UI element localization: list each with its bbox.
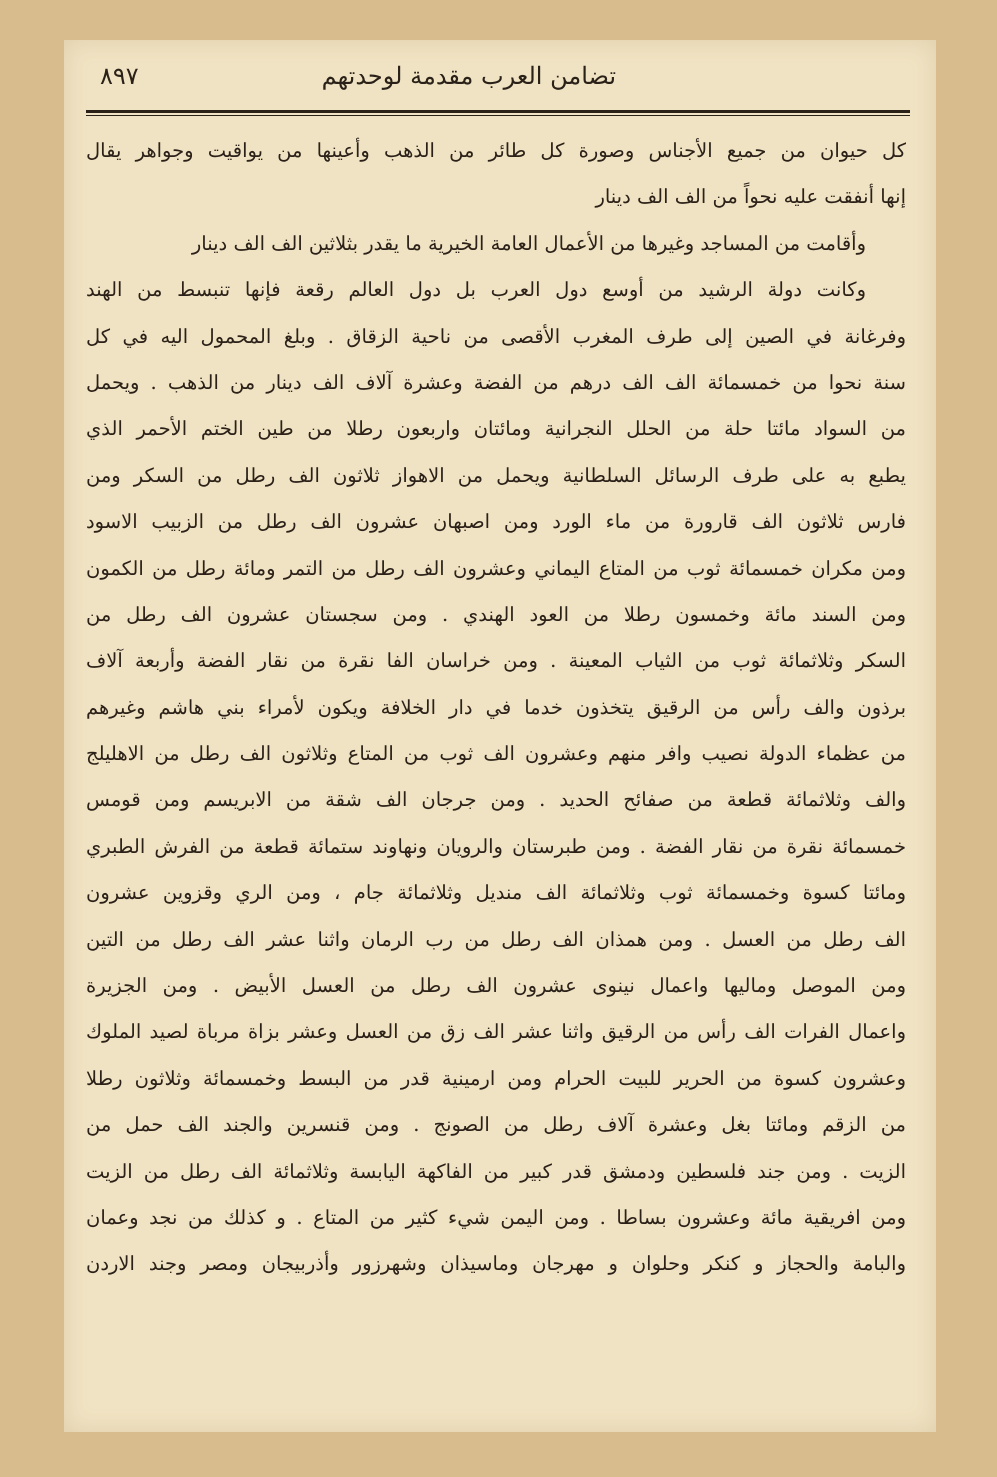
text-line: يطبع به على طرف الرسائل السلطانية ويحمل من الاهواز ثلاثون الف رطل من السكر ومن bbox=[86, 463, 906, 487]
text-line: من السواد مائتا حلة من الحلل النجرانية ومائتان واربعون رطلا من طين الختم الأحمر الذي bbox=[86, 417, 906, 441]
text-line: ومن السند مائة وخمسون رطلا من العود الهندي . ومن سجستان عشرون الف رطل من bbox=[86, 602, 906, 626]
text-line: ومن مكران خمسمائة ثوب من المتاع اليماني وعشرون الف رطل من التمر ومائة رطل من الكمون bbox=[86, 556, 906, 580]
text-line: خمسمائة نقرة من نقار الفضة . ومن طبرستان والرويان ونهاوند ستمائة قطعة من الفرش الطبري bbox=[86, 834, 906, 858]
page-header bbox=[92, 58, 906, 106]
text-line: وأقامت من المساجد وغيرها من الأعمال العامة الخيرية ما يقدر بثلاثين الف الف دينار bbox=[191, 231, 866, 255]
text-line: ومائتا كسوة وخمسمائة ثوب وثلاثمائة الف منديل وثلاثمائة جام ، ومن الري وقزوين عشرون bbox=[86, 881, 906, 905]
text-line: وكانت دولة الرشيد من أوسع دول العرب بل دول العالم رقعة فإنها تنبسط من الهند bbox=[86, 278, 866, 302]
text-line: وفرغانة في الصين إلى طرف المغرب الأقصى من ناحية الزقاق . وبلغ المحمول اليه في كل bbox=[86, 324, 906, 348]
text-line: واعمال الفرات الف رأس من الرقيق واثنا عشر الف زق من العسل وعشر بزاة مرباة لصيد الملوك bbox=[86, 1020, 906, 1044]
text-line: من الزقم ومائتا بغل وعشرة آلاف رطل من الصونج . ومن قنسرين والجند الف حمل من bbox=[86, 1113, 906, 1137]
text-line: كل حيوان من جميع الأجناس وصورة كل طائر من الذهب وأعينها من يواقيت وجواهر يقال bbox=[86, 139, 906, 162]
running-title: تضامن العرب مقدمة لوحدتهم bbox=[321, 62, 616, 90]
text-line: إنها أنفقت عليه نحواً من الف الف دينار bbox=[595, 185, 906, 209]
text-line: ومن افريقية مائة وعشرون بساطا . ومن اليمن شيء كثير من المتاع . و كذلك من نجد وعمان bbox=[86, 1205, 906, 1229]
body-text bbox=[86, 128, 906, 1288]
text-line: الف رطل من العسل . ومن همذان الف رطل من رب الرمان واثنا عشر الف رطل من التين bbox=[86, 927, 906, 951]
text-line: فارس ثلاثون الف قارورة من ماء الورد ومن اصبهان عشرون الف رطل من الزبيب الاسود bbox=[86, 510, 906, 534]
text-line: والبامة والحجاز و كنكر وحلوان و مهرجان وماسيذان وشهرزور وأذربيجان ومصر وجند الاردن bbox=[86, 1252, 906, 1276]
header-rule bbox=[86, 110, 910, 116]
text-line: من عظماء الدولة نصيب وافر منهم وعشرون الف ثوب من المتاع وثلاثون الف رطل من الاهليلج bbox=[86, 742, 906, 766]
text-line: سنة نحوا من خمسمائة الف الف درهم من الفضة وعشرة آلاف الف دينار من الذهب . ويحمل bbox=[86, 370, 906, 394]
text-line: والف وثلاثمائة قطعة من صفائح الحديد . ومن جرجان الف شقة من الابريسم ومن قومس bbox=[86, 788, 906, 812]
text-line: وعشرون كسوة من الحرير للبيت الحرام ومن ارمينية قدر من البسط وخمسمائة وثلاثون رطلا bbox=[86, 1066, 906, 1090]
text-line: السكر وثلاثمائة ثوب من الثياب المعينة . ومن خراسان الفا نقرة من نقار الفضة وأربعة آلاف bbox=[86, 649, 906, 673]
text-line: الزيت . ومن جند فلسطين ودمشق قدر كبير من الفاكهة اليابسة وثلاثمائة الف رطل من الزيت bbox=[86, 1159, 906, 1183]
text-line: ومن الموصل وماليها واعمال نينوى عشرون الف رطل من العسل الأبيض . ومن الجزيرة bbox=[86, 974, 906, 998]
text-line: برذون والف رأس من الرقيق يتخذون خدما في دار الخلافة ويكون لأمراء بني هاشم وغيرهم bbox=[86, 695, 906, 719]
page-number: ٨٩٧ bbox=[100, 62, 139, 90]
book-page bbox=[64, 40, 936, 1432]
